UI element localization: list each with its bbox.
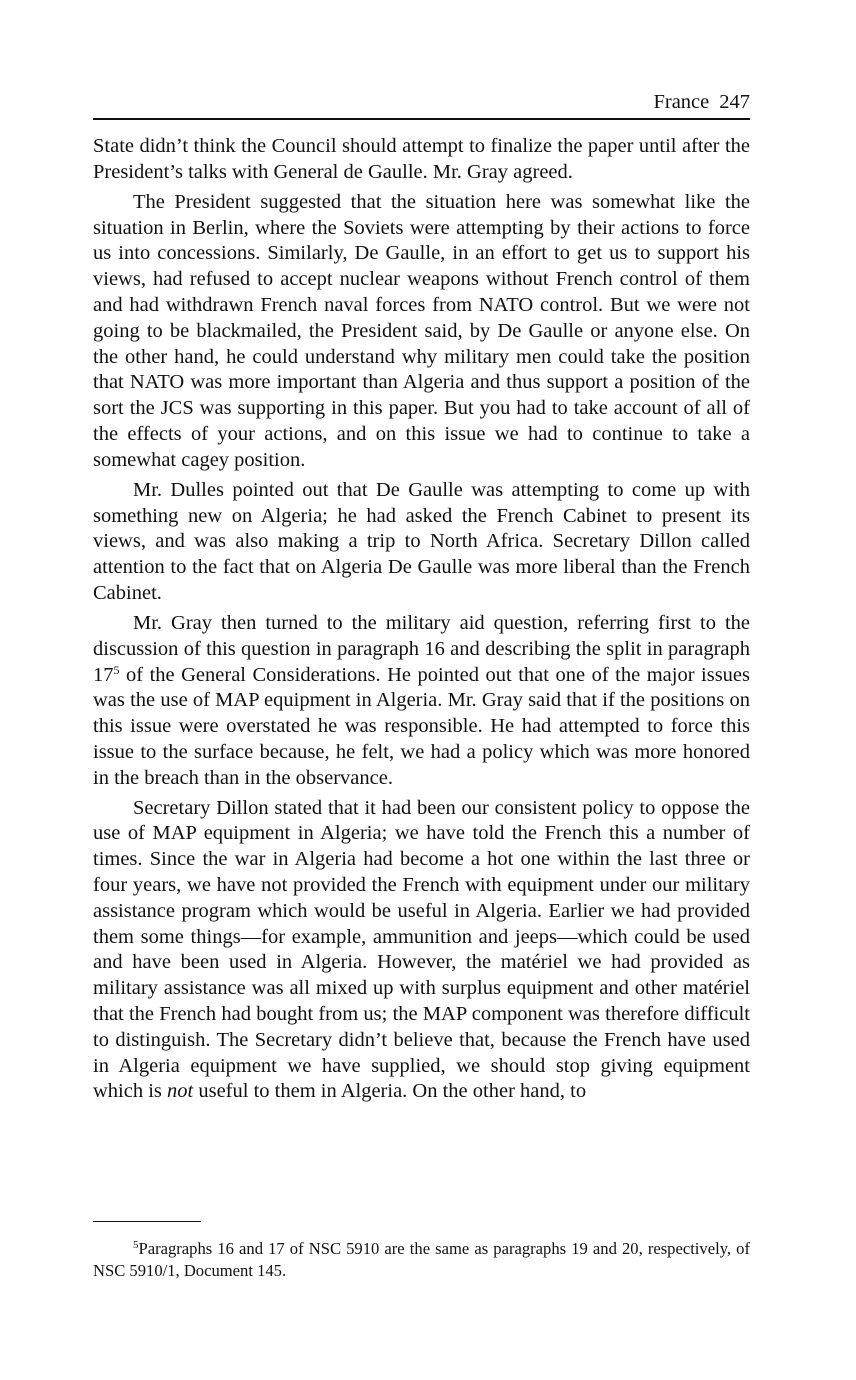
paragraph-gray-military-aid: [93, 611, 750, 792]
emphasis-not: not: [167, 1080, 194, 1103]
body-text: [93, 134, 750, 1105]
document-page: [93, 88, 750, 1109]
footnote-text: Paragraphs 16 and 17 of NSC 5910 are the same as paragraphs 19 and 20, respectively, of NSC 5910/1, Document 145.: [93, 1239, 750, 1280]
paragraph-dillon-text-start: Secretary Dillon stated that it had been our consistent policy to oppose the use of MAP equipment in Algeria; we have told the French this a number of times. Since the war in Algeria had become a hot one within the last three or four years, we have not provided the French with equipment under our military assistance program which would be useful in Algeria. Earlier we had provided them some things—for example, ammunition and jeeps—which could be used and have been used in Algeria. However, the matériel we had provided as military assistance was all mixed up with surplus equipment and other matériel that the French had bought from us; the MAP component was therefore difficult to distinguish. The Secretary didn’t believe that, because the French have used in Algeria equipment we have supplied, we should stop giving equipment which is: [93, 796, 750, 1103]
running-head: [93, 88, 750, 120]
footnote-divider: [93, 1221, 201, 1222]
running-head-title: France: [653, 91, 710, 113]
footnote-marker: 5: [133, 1239, 139, 1251]
paragraph-dulles-algeria: Mr. Dulles pointed out that De Gaulle was attempting to come up with something new on Algeria; he had asked the French Cabinet to present its views, and was also making a trip to North Africa. Secretary Dillon called attention to the fact that on Algeria De Gaulle was more liberal than the French Cabinet.: [93, 478, 750, 604]
footnote: [93, 1238, 750, 1281]
paragraph-continued: State didn’t think the Council should attempt to finalize the paper until after the President’s talks with General de Gaulle. Mr. Gray agreed.: [93, 135, 750, 183]
paragraph-dillon-text-end: useful to them in Algeria. On the other hand, to: [193, 1080, 587, 1103]
footnote-reference: 5: [113, 662, 120, 677]
paragraph-gray-text-end: of the General Considerations. He pointed out that one of the major issues was the use of MAP equipment in Algeria. Mr. Gray said that if the positions on this issue were overstated he was responsible. He had attempted to force this issue to the surface because, he felt, we had a policy which was more honored in the breach than in the observance.: [93, 663, 750, 789]
page-number: 247: [719, 91, 750, 113]
paragraph-gray-text-start: Mr. Gray then turned to the military aid question, referring first to the discussion of this question in paragraph 16 and describing the split in paragraph 17: [93, 611, 750, 686]
paragraph-president-berlin: The President suggested that the situation here was somewhat like the situation in Berlin, where the Soviets were attempting by their actions to force us into concessions. Similarly, De Gaulle, in an effort to get us to support his views, had refused to accept nuclear weapons without French control of them and had withdrawn French naval forces from NATO control. But we were not going to be blackmailed, the President said, by De Gaulle or anyone else. On the other hand, he could understand why military men could take the position that NATO was more important than Algeria and thus support a position of the sort the JCS was supporting in this paper. But you had to take account of all of the effects of your actions, and on this issue we had to continue to take a somewhat cagey position.: [93, 190, 750, 471]
paragraph-dillon-map: [93, 796, 750, 1106]
